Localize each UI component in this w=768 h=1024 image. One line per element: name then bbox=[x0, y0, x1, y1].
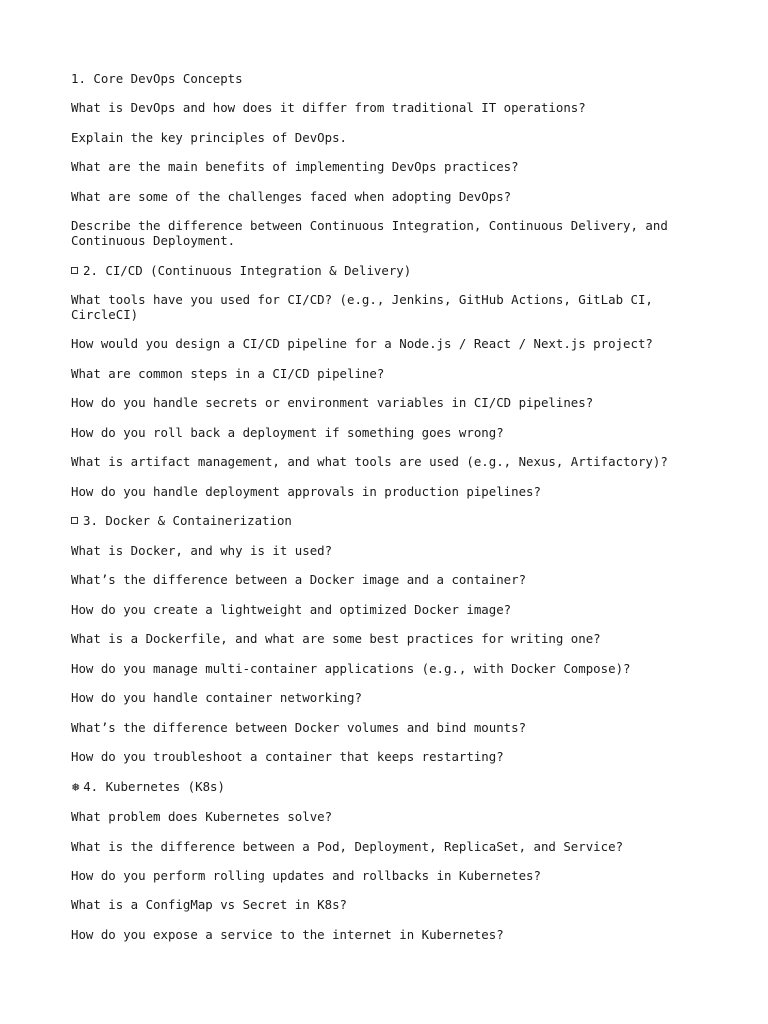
question-item: How do you create a lightweight and optimized Docker image? bbox=[71, 601, 512, 617]
question-item: What tools have you used for CI/CD? (e.g., Jenkins, GitHub Actions, GitLab CI, CircleCI) bbox=[71, 292, 653, 322]
snowflake-icon: ❅ bbox=[71, 780, 81, 794]
section-heading-ci-cd bbox=[71, 264, 691, 279]
section-heading: 2. CI/CD (Continuous Integration & Delivery) bbox=[83, 262, 412, 278]
document-content bbox=[71, 72, 691, 957]
question-item: How do you expose a service to the internet in Kubernetes? bbox=[71, 926, 504, 942]
section-heading: 1. Core DevOps Concepts bbox=[71, 71, 243, 86]
section-kubernetes bbox=[71, 780, 691, 943]
section-heading-kubernetes bbox=[71, 780, 691, 796]
section-docker bbox=[71, 514, 691, 764]
question-item: What’s the difference between a Docker image and a container? bbox=[71, 572, 527, 588]
question-item: What is artifact management, and what tools are used (e.g., Nexus, Artifactory)? bbox=[71, 454, 668, 470]
question-item: What problem does Kubernetes solve? bbox=[71, 809, 333, 825]
question-item: What are common steps in a CI/CD pipeline? bbox=[71, 365, 385, 381]
box-icon bbox=[71, 517, 78, 524]
question-item: Explain the key principles of DevOps. bbox=[71, 129, 348, 145]
section-ci-cd bbox=[71, 264, 691, 500]
question-item: What is Docker, and why is it used? bbox=[71, 542, 333, 558]
section-heading: 4. Kubernetes (K8s) bbox=[83, 778, 225, 794]
question-item: How do you handle container networking? bbox=[71, 690, 362, 706]
question-item: What’s the difference between Docker volumes and bind mounts? bbox=[71, 719, 527, 735]
question-item: Describe the difference between Continuous Integration, Continuous Delivery, and Continuous Deployment. bbox=[71, 218, 668, 249]
question-item: What are the main benefits of implementing DevOps practices? bbox=[71, 159, 519, 175]
question-item: What is the difference between a Pod, Deployment, ReplicaSet, and Service? bbox=[71, 838, 624, 854]
box-icon bbox=[71, 267, 78, 274]
question-item: How do you perform rolling updates and rollbacks in Kubernetes? bbox=[71, 868, 541, 883]
section-heading-docker bbox=[71, 514, 691, 529]
question-item: How do you roll back a deployment if something goes wrong? bbox=[71, 424, 504, 440]
question-item: What is DevOps and how does it differ from traditional IT operations? bbox=[71, 100, 586, 116]
question-item: What is a Dockerfile, and what are some best practices for writing one? bbox=[71, 631, 601, 647]
question-item: How do you handle deployment approvals in production pipelines? bbox=[71, 483, 541, 499]
question-item: How do you troubleshoot a container that keeps restarting? bbox=[71, 749, 504, 765]
question-item: How do you handle secrets or environment variables in CI/CD pipelines? bbox=[71, 395, 594, 411]
question-item: What are some of the challenges faced when adopting DevOps? bbox=[71, 188, 512, 204]
section-core-devops bbox=[71, 72, 691, 249]
section-heading: 3. Docker & Containerization bbox=[83, 513, 292, 529]
question-item: How would you design a CI/CD pipeline for a Node.js / React / Next.js project? bbox=[71, 336, 653, 352]
question-item: How do you manage multi-container applications (e.g., with Docker Compose)? bbox=[71, 660, 631, 676]
question-item: What is a ConfigMap vs Secret in K8s? bbox=[71, 897, 348, 913]
